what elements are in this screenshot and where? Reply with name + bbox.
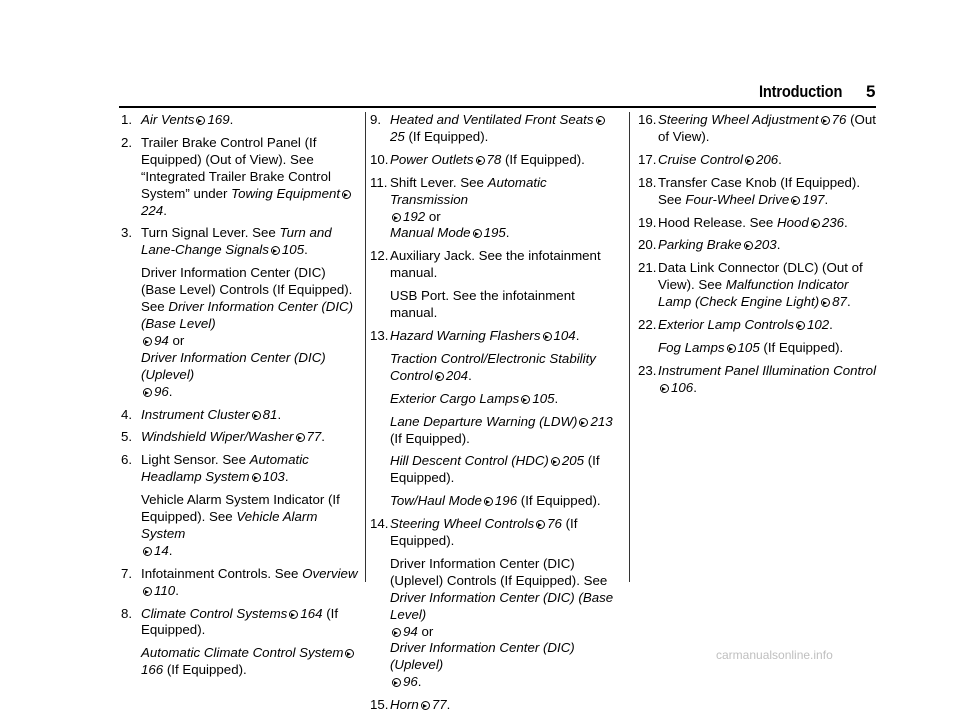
column-divider <box>629 112 630 582</box>
page-ref-arrow-icon <box>289 610 298 619</box>
item-text: . <box>163 202 167 218</box>
cross-reference[interactable]: 25 <box>390 128 405 144</box>
item-text: . <box>693 379 697 395</box>
cross-reference[interactable]: Steering Wheel Controls <box>390 516 535 532</box>
item-number: 10. <box>370 151 389 167</box>
page-ref-arrow-icon <box>811 219 820 228</box>
page-ref-arrow-icon <box>521 395 530 404</box>
cross-reference[interactable]: 96 <box>154 383 169 399</box>
list-item <box>121 429 361 446</box>
page-ref-arrow-icon <box>796 321 805 330</box>
item-number: 23. <box>638 362 657 378</box>
cross-reference[interactable]: 206 <box>755 151 779 167</box>
list-item <box>121 135 361 220</box>
item-text: . <box>846 294 851 310</box>
cross-reference[interactable]: Hood <box>777 214 809 230</box>
list-item <box>121 452 361 486</box>
page-ref-arrow-icon <box>296 433 305 442</box>
item-number: 18. <box>638 174 657 190</box>
cross-reference[interactable]: Power Outlets <box>390 151 474 167</box>
cross-reference[interactable]: 164 <box>300 605 323 621</box>
item-text: (Out of View). <box>658 112 876 144</box>
cross-reference[interactable]: 106 <box>671 379 694 395</box>
page-ref-arrow-icon <box>252 411 261 420</box>
item-text: . <box>175 582 179 598</box>
cross-reference[interactable]: 197 <box>802 191 825 207</box>
page-ref-arrow-icon <box>342 190 351 199</box>
list-item-subparagraph <box>658 340 883 357</box>
list-item <box>370 516 620 550</box>
list-item <box>638 237 883 254</box>
cross-reference[interactable]: Malfunction Indicator Lamp (Check Engine Light) <box>658 277 849 310</box>
cross-reference[interactable]: 77 <box>431 697 447 713</box>
page-ref-arrow-icon <box>821 298 830 307</box>
item-text: . <box>505 225 510 241</box>
item-number: 19. <box>638 214 657 230</box>
cross-reference[interactable]: 87 <box>832 294 847 310</box>
cross-reference[interactable]: 203 <box>754 237 777 253</box>
item-text: . <box>304 242 308 258</box>
list-item <box>638 152 883 169</box>
cross-reference[interactable]: Four-Wheel Drive <box>685 191 790 207</box>
cross-reference[interactable]: 192 <box>403 208 426 224</box>
cross-reference[interactable]: 205 <box>561 453 585 469</box>
item-number: 2. <box>121 134 133 150</box>
page-ref-arrow-icon <box>143 587 152 596</box>
page-ref-arrow-icon <box>143 388 152 397</box>
item-text: (If Equipped). <box>390 516 578 549</box>
item-text: (If Equipped). <box>501 151 585 167</box>
list-item-subparagraph <box>390 351 620 385</box>
list-item <box>370 328 620 345</box>
item-number: 20. <box>638 237 657 253</box>
page-ref-arrow-icon <box>579 418 588 427</box>
cross-reference[interactable]: 204 <box>445 367 469 383</box>
cross-reference[interactable]: 105 <box>281 242 305 258</box>
page-ref-arrow-icon <box>484 497 493 506</box>
item-number: 17. <box>638 151 657 167</box>
item-number: 21. <box>638 260 657 276</box>
list-item <box>638 260 883 311</box>
item-text: Vehicle Alarm System Indicator (If Equipped). See <box>141 492 340 525</box>
cross-reference[interactable]: 77 <box>306 429 322 445</box>
item-text: Driver Information Center (DIC) (Base Level) Controls (If Equipped). See <box>141 265 353 315</box>
item-text: (If Equipped). <box>517 493 601 509</box>
cross-reference[interactable]: 94 <box>154 332 169 348</box>
list-item <box>121 112 361 129</box>
page-ref-arrow-icon <box>392 213 401 222</box>
item-text: . <box>778 151 782 167</box>
column-middle <box>370 112 620 720</box>
item-text: . <box>829 317 833 333</box>
page-ref-arrow-icon <box>543 332 552 341</box>
item-text: or <box>417 623 434 639</box>
page-ref-arrow-icon <box>345 649 354 658</box>
item-number: 15. <box>370 697 389 713</box>
item-number: 14. <box>370 516 389 532</box>
list-item <box>638 175 883 209</box>
watermark: carmanualsonline.info <box>716 648 833 662</box>
item-number: 3. <box>121 225 133 241</box>
cross-reference[interactable]: Climate Control Systems <box>141 605 288 621</box>
cross-reference[interactable]: 14 <box>154 542 169 558</box>
cross-reference[interactable]: Automatic Headlamp System <box>141 452 309 485</box>
cross-reference[interactable]: Instrument Cluster <box>141 406 250 422</box>
list-item-subparagraph <box>141 492 361 560</box>
cross-reference[interactable]: Horn <box>390 697 419 713</box>
page-ref-arrow-icon <box>476 156 485 165</box>
page-header <box>0 82 960 106</box>
list-item <box>638 363 883 397</box>
page-ref-arrow-icon <box>536 520 545 529</box>
list-item <box>370 175 620 243</box>
page-ref-arrow-icon <box>473 229 482 238</box>
cross-reference[interactable]: 213 <box>590 413 613 429</box>
item-text: . <box>575 327 580 343</box>
item-text: Auxiliary Jack. See the infotainment manual. <box>390 248 601 281</box>
item-number: 5. <box>121 429 133 445</box>
page-ref-arrow-icon <box>252 473 261 482</box>
page-ref-arrow-icon <box>435 372 444 381</box>
list-item <box>370 697 620 714</box>
item-text: . <box>321 429 325 445</box>
page-ref-arrow-icon <box>196 116 205 125</box>
item-number: 8. <box>121 605 133 621</box>
cross-reference[interactable]: 110 <box>154 582 176 598</box>
item-text: . <box>229 112 234 127</box>
cross-reference[interactable]: Driver Information Center (DIC) (Base Level) <box>141 299 354 331</box>
list-item-subparagraph <box>390 288 620 322</box>
item-text: . <box>277 406 282 422</box>
page-ref-arrow-icon <box>744 241 753 250</box>
list-item <box>121 566 361 600</box>
list-item <box>121 225 361 259</box>
item-text: Turn Signal Lever. See <box>141 225 280 241</box>
list-item <box>638 317 883 334</box>
page-ref-arrow-icon <box>791 196 800 205</box>
cross-reference[interactable]: Manual Mode <box>390 225 471 241</box>
item-text: (If Equipped). <box>141 605 339 638</box>
list-item-subparagraph <box>141 265 361 400</box>
list-item-subparagraph <box>141 645 361 679</box>
cross-reference[interactable]: Instrument Panel Illumination Control <box>658 362 877 378</box>
page-ref-arrow-icon <box>727 344 736 353</box>
page-ref-arrow-icon <box>660 384 669 393</box>
item-number: 9. <box>370 112 382 127</box>
item-text: Shift Lever. See <box>390 174 488 190</box>
cross-reference[interactable]: 224 <box>141 202 164 218</box>
cross-reference[interactable]: Steering Wheel Adjustment <box>658 112 819 127</box>
item-text: (If Equipped). <box>390 430 470 446</box>
item-text: (If Equipped). <box>163 662 247 678</box>
page-ref-arrow-icon <box>143 547 152 556</box>
cross-reference[interactable]: 81 <box>262 406 278 422</box>
item-number: 1. <box>121 112 133 127</box>
item-text: . <box>168 383 173 399</box>
list-item <box>121 407 361 424</box>
list-item-subparagraph <box>390 556 620 691</box>
cross-reference[interactable]: Driver Information Center (DIC) (Uplevel) <box>390 640 575 673</box>
cross-reference[interactable]: Overview <box>302 565 358 581</box>
item-text: . <box>554 390 559 406</box>
list-item <box>638 112 883 146</box>
item-number: 4. <box>121 406 133 422</box>
cross-reference[interactable]: 102 <box>806 317 830 333</box>
item-text: Driver Information Center (DIC) (Uplevel) Controls (If Equipped). See <box>390 555 608 588</box>
item-text: . <box>284 469 289 485</box>
item-number: 22. <box>638 317 657 333</box>
cross-reference[interactable]: Vehicle Alarm System <box>141 509 318 541</box>
cross-reference[interactable]: Tow/Haul Mode <box>390 493 482 509</box>
item-text: Trailer Brake Control Panel (If Equipped) (Out of View). See “Integrated Trailer Brake Control System” under <box>141 134 331 201</box>
list-item <box>638 215 883 232</box>
page-ref-arrow-icon <box>392 678 401 687</box>
item-number: 11. <box>370 174 388 190</box>
page-ref-arrow-icon <box>271 246 280 255</box>
cross-reference[interactable]: Driver Information Center (DIC) (Uplevel) <box>141 349 326 382</box>
page-ref-arrow-icon <box>143 337 152 346</box>
page-ref-arrow-icon <box>551 457 560 466</box>
cross-reference[interactable]: Fog Lamps <box>658 339 725 355</box>
cross-reference[interactable]: Towing Equipment <box>231 185 341 201</box>
item-text: (If Equipped). <box>390 453 600 486</box>
cross-reference[interactable]: Exterior Lamp Controls <box>658 317 794 333</box>
cross-reference[interactable]: Parking Brake <box>658 237 742 253</box>
section-title: Introduction <box>759 82 843 101</box>
cross-reference[interactable]: 195 <box>483 225 506 241</box>
item-text: . <box>446 697 451 713</box>
cross-reference[interactable]: 166 <box>141 662 164 678</box>
item-text: Hood Release. See <box>658 214 778 230</box>
item-text: or <box>425 208 441 224</box>
cross-reference[interactable]: 105 <box>532 390 555 406</box>
cross-reference[interactable]: 94 <box>403 623 418 639</box>
cross-reference[interactable]: Driver Information Center (DIC) (Base Level) <box>390 589 614 622</box>
cross-reference[interactable]: 76 <box>547 516 562 532</box>
item-text: Infotainment Controls. See <box>141 565 303 581</box>
cross-reference[interactable]: Air Vents <box>141 112 195 127</box>
item-text: . <box>776 237 781 253</box>
cross-reference[interactable]: Heated and Ventilated Front Seats <box>390 112 594 127</box>
cross-reference[interactable]: Turn and Lane-Change Signals <box>141 225 332 258</box>
cross-reference[interactable]: Cruise Control <box>658 151 743 167</box>
cross-reference[interactable]: Hill Descent Control (HDC) <box>390 453 549 469</box>
item-number: 7. <box>121 565 133 581</box>
list-item-subparagraph <box>390 391 620 408</box>
page-ref-arrow-icon <box>745 156 754 165</box>
item-text: Data Link Connector (DLC) (Out of View). See <box>658 260 863 293</box>
item-text: or <box>168 332 185 348</box>
cross-reference[interactable]: 103 <box>262 469 285 485</box>
column-left <box>121 112 361 685</box>
cross-reference[interactable]: 96 <box>403 674 418 690</box>
item-number: 6. <box>121 452 133 468</box>
item-text: . <box>417 674 422 690</box>
page-ref-arrow-icon <box>392 628 401 637</box>
cross-reference[interactable]: Windshield Wiper/Washer <box>141 429 294 445</box>
cross-reference[interactable]: 236 <box>821 214 844 230</box>
list-item-subparagraph <box>390 414 620 448</box>
cross-reference[interactable]: Automatic Transmission <box>390 174 547 207</box>
item-number: 13. <box>370 327 389 343</box>
page-ref-arrow-icon <box>421 701 430 710</box>
header-rule <box>119 106 876 108</box>
cross-reference[interactable]: 105 <box>737 339 760 355</box>
item-text: . <box>844 214 848 230</box>
page-ref-arrow-icon <box>596 116 605 125</box>
list-item-subparagraph <box>390 493 620 510</box>
page-number: 5 <box>866 82 876 101</box>
cross-reference[interactable]: Automatic Climate Control System <box>141 645 344 661</box>
list-item <box>370 248 620 282</box>
item-text: Transfer Case Knob (If Equipped). See <box>658 174 861 207</box>
column-divider <box>365 112 366 582</box>
cross-reference[interactable]: 76 <box>831 112 847 127</box>
cross-reference[interactable]: Traction Control/Electronic Stability Control <box>390 350 596 383</box>
cross-reference[interactable]: 104 <box>553 327 576 343</box>
cross-reference[interactable]: 196 <box>494 493 518 509</box>
item-number: 12. <box>370 248 389 264</box>
cross-reference[interactable]: Exterior Cargo Lamps <box>390 390 520 406</box>
item-text: USB Port. See the infotainment manual. <box>390 288 575 321</box>
list-item <box>121 606 361 640</box>
item-text: (If Equipped). <box>404 128 489 144</box>
item-text: . <box>824 191 829 207</box>
cross-reference[interactable]: Lane Departure Warning (LDW) <box>390 413 578 429</box>
cross-reference[interactable]: Hazard Warning Flashers <box>390 327 541 343</box>
item-number: 16. <box>638 112 657 127</box>
page-ref-arrow-icon <box>821 116 830 125</box>
item-text: . <box>468 367 472 383</box>
cross-reference[interactable]: 78 <box>486 151 502 167</box>
item-text: Light Sensor. See <box>141 452 250 468</box>
list-item-subparagraph <box>390 453 620 487</box>
list-item <box>370 112 620 146</box>
item-text: (If Equipped). <box>759 339 844 355</box>
cross-reference[interactable]: 169 <box>207 112 230 127</box>
item-text: . <box>168 542 173 558</box>
list-item <box>370 152 620 169</box>
column-right <box>638 112 883 403</box>
